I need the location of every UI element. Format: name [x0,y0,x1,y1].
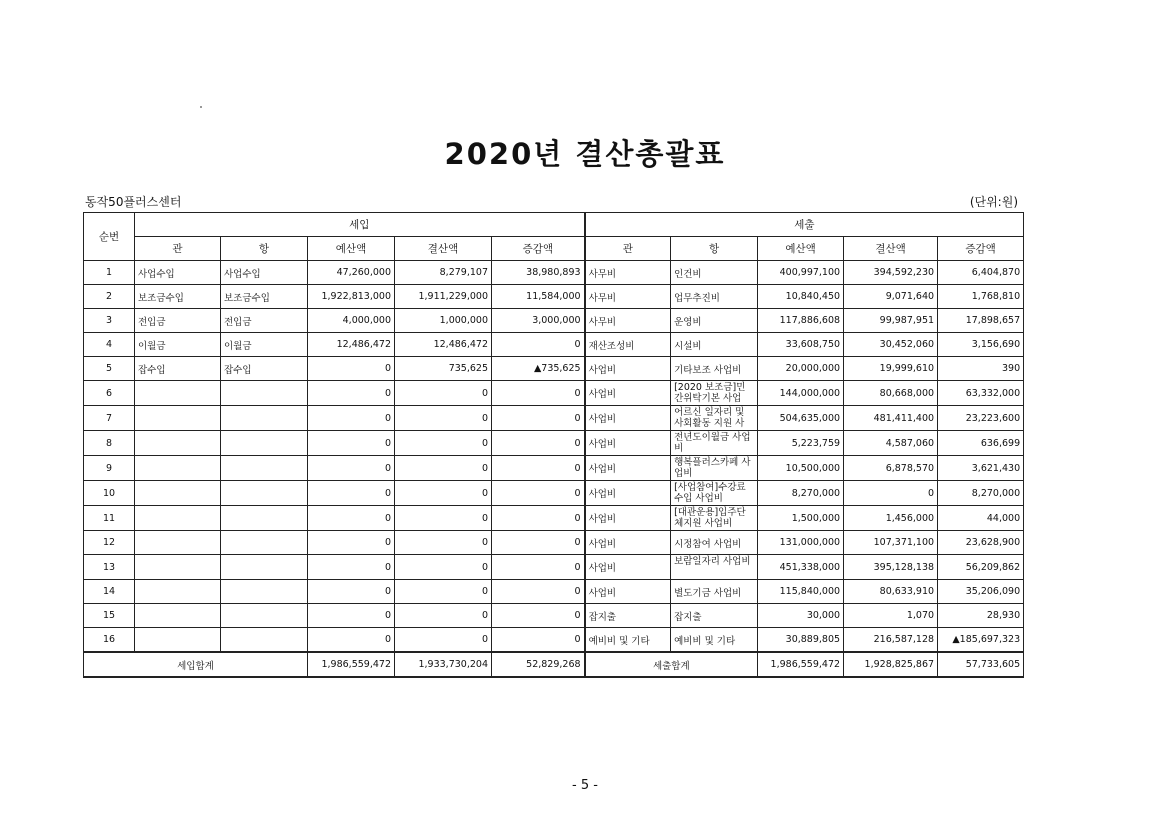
expense-hang: 인건비 [671,261,758,285]
row-number: 6 [84,381,135,406]
income-gwan: 보조금수입 [135,285,221,309]
expense-gwan: 사무비 [585,285,671,309]
expense-diff: 56,209,862 [938,555,1024,580]
income-hang [221,456,308,481]
table-row [84,285,1024,309]
income-budget: 0 [308,531,395,555]
income-gwan [135,628,221,653]
expense-settled: 395,128,138 [844,555,938,580]
income-budget: 12,486,472 [308,333,395,357]
income-gwan [135,555,221,580]
income-settled: 0 [395,456,492,481]
header-expense: 세출 [585,213,1024,237]
expense-hang: 보람일자리 사업비 [671,555,758,580]
header-row-columns [84,237,1024,261]
income-budget: 0 [308,357,395,381]
income-hang [221,431,308,456]
table-row [84,506,1024,531]
row-number: 2 [84,285,135,309]
expense-hang: 예비비 및 기타 [671,628,758,653]
header-no: 순번 [84,213,135,261]
header-in-budget: 예산액 [308,237,395,261]
income-settled: 0 [395,381,492,406]
expense-gwan: 사업비 [585,555,671,580]
expense-budget: 131,000,000 [758,531,844,555]
table-row [84,604,1024,628]
income-diff: 0 [492,555,585,580]
income-gwan: 사업수입 [135,261,221,285]
expense-gwan: 사업비 [585,406,671,431]
income-budget: 47,260,000 [308,261,395,285]
income-hang: 전입금 [221,309,308,333]
income-settled: 0 [395,580,492,604]
income-diff: 0 [492,506,585,531]
income-diff: 11,584,000 [492,285,585,309]
row-number: 11 [84,506,135,531]
income-hang [221,381,308,406]
income-budget: 0 [308,604,395,628]
header-in-settled: 결산액 [395,237,492,261]
income-total-diff: 52,829,268 [492,652,585,677]
income-gwan [135,531,221,555]
settlement-summary-table [83,212,1024,678]
expense-budget: 20,000,000 [758,357,844,381]
income-settled: 0 [395,481,492,506]
table-row [84,628,1024,653]
expense-budget: 144,000,000 [758,381,844,406]
expense-diff: 17,898,657 [938,309,1024,333]
header-in-gwan: 관 [135,237,221,261]
income-settled: 12,486,472 [395,333,492,357]
income-gwan [135,406,221,431]
expense-settled: 0 [844,481,938,506]
expense-gwan: 사업비 [585,456,671,481]
expense-diff: 1,768,810 [938,285,1024,309]
expense-gwan: 사업비 [585,481,671,506]
expense-budget: 10,840,450 [758,285,844,309]
income-gwan [135,506,221,531]
expense-gwan: 사업비 [585,357,671,381]
income-budget: 0 [308,628,395,653]
total-row [84,652,1024,677]
expense-settled: 6,878,570 [844,456,938,481]
income-gwan: 잡수입 [135,357,221,381]
table-row [84,381,1024,406]
expense-budget: 5,223,759 [758,431,844,456]
income-settled: 0 [395,431,492,456]
income-hang: 보조금수입 [221,285,308,309]
income-diff: ▲735,625 [492,357,585,381]
row-number: 16 [84,628,135,653]
income-settled: 0 [395,531,492,555]
expense-hang: 어르신 일자리 및 사회활동 지원 사 [671,406,758,431]
expense-total-budget: 1,986,559,472 [758,652,844,677]
expense-hang: 업무추진비 [671,285,758,309]
row-number: 15 [84,604,135,628]
income-diff: 0 [492,456,585,481]
expense-diff: 23,223,600 [938,406,1024,431]
row-number: 13 [84,555,135,580]
income-hang: 잡수입 [221,357,308,381]
income-diff: 0 [492,406,585,431]
header-row-group [84,213,1024,237]
expense-settled: 394,592,230 [844,261,938,285]
table-row [84,357,1024,381]
income-total-label: 세입합계 [84,652,308,677]
expense-settled: 4,587,060 [844,431,938,456]
expense-hang: 시정참여 사업비 [671,531,758,555]
table-row [84,580,1024,604]
income-hang [221,531,308,555]
header-ex-hang: 항 [671,237,758,261]
table-row [84,456,1024,481]
expense-gwan: 사업비 [585,506,671,531]
table-row [84,406,1024,431]
income-settled: 1,000,000 [395,309,492,333]
header-in-hang: 항 [221,237,308,261]
expense-total-label: 세출합계 [585,652,758,677]
income-diff: 0 [492,381,585,406]
income-diff: 3,000,000 [492,309,585,333]
expense-settled: 1,456,000 [844,506,938,531]
expense-budget: 115,840,000 [758,580,844,604]
expense-diff: 23,628,900 [938,531,1024,555]
expense-settled: 107,371,100 [844,531,938,555]
income-diff: 0 [492,531,585,555]
expense-total-diff: 57,733,605 [938,652,1024,677]
expense-settled: 216,587,128 [844,628,938,653]
income-hang [221,604,308,628]
expense-diff: 390 [938,357,1024,381]
income-total-settled: 1,933,730,204 [395,652,492,677]
income-settled: 0 [395,506,492,531]
row-number: 1 [84,261,135,285]
expense-budget: 30,000 [758,604,844,628]
expense-diff: 28,930 [938,604,1024,628]
expense-total-settled: 1,928,825,867 [844,652,938,677]
income-settled: 0 [395,555,492,580]
expense-diff: 63,332,000 [938,381,1024,406]
expense-gwan: 사업비 [585,580,671,604]
income-diff: 0 [492,431,585,456]
expense-gwan: 사업비 [585,431,671,456]
income-hang [221,506,308,531]
expense-settled: 30,452,060 [844,333,938,357]
income-settled: 0 [395,628,492,653]
income-budget: 0 [308,431,395,456]
income-gwan [135,604,221,628]
header-ex-diff: 증감액 [938,237,1024,261]
table-row [84,261,1024,285]
income-hang [221,406,308,431]
income-settled: 0 [395,406,492,431]
expense-diff: ▲185,697,323 [938,628,1024,653]
income-gwan [135,381,221,406]
expense-hang: 행복플러스카페 사업비 [671,456,758,481]
table-body [84,261,1024,653]
income-budget: 4,000,000 [308,309,395,333]
row-number: 3 [84,309,135,333]
income-hang [221,555,308,580]
organization-name: 동작50플러스센터 [85,195,182,209]
income-gwan [135,580,221,604]
income-budget: 0 [308,481,395,506]
income-budget: 1,922,813,000 [308,285,395,309]
expense-diff: 8,270,000 [938,481,1024,506]
table-row [84,431,1024,456]
expense-settled: 9,071,640 [844,285,938,309]
expense-budget: 10,500,000 [758,456,844,481]
expense-hang: 기타보조 사업비 [671,357,758,381]
income-total-budget: 1,986,559,472 [308,652,395,677]
header-income: 세입 [135,213,585,237]
income-budget: 0 [308,555,395,580]
income-budget: 0 [308,381,395,406]
scan-speck [200,106,202,108]
expense-hang: [대관운용]입주단체지원 사업비 [671,506,758,531]
table-row [84,333,1024,357]
row-number: 4 [84,333,135,357]
row-number: 8 [84,431,135,456]
income-gwan [135,456,221,481]
income-hang: 이월금 [221,333,308,357]
table-row [84,309,1024,333]
expense-hang: 별도기금 사업비 [671,580,758,604]
expense-hang: 잡지출 [671,604,758,628]
document-title: 2020년 결산총괄표 [444,137,726,171]
row-number: 12 [84,531,135,555]
expense-gwan: 재산조성비 [585,333,671,357]
expense-settled: 80,668,000 [844,381,938,406]
expense-diff: 6,404,870 [938,261,1024,285]
expense-budget: 1,500,000 [758,506,844,531]
income-diff: 0 [492,628,585,653]
income-diff: 0 [492,481,585,506]
expense-diff: 636,699 [938,431,1024,456]
header-ex-budget: 예산액 [758,237,844,261]
expense-hang: [2020 보조금]민간위탁기본 사업 [671,381,758,406]
income-gwan: 전입금 [135,309,221,333]
expense-hang: 전년도이월금 사업비 [671,431,758,456]
income-gwan: 이월금 [135,333,221,357]
expense-settled: 99,987,951 [844,309,938,333]
income-gwan [135,431,221,456]
expense-settled: 1,070 [844,604,938,628]
income-diff: 0 [492,333,585,357]
expense-hang: [사업참여]수강료수입 사업비 [671,481,758,506]
page-number: - 5 - [572,778,598,793]
income-gwan [135,481,221,506]
expense-budget: 451,338,000 [758,555,844,580]
expense-hang: 시설비 [671,333,758,357]
expense-diff: 3,156,690 [938,333,1024,357]
income-hang [221,580,308,604]
income-hang [221,628,308,653]
table-row [84,481,1024,506]
income-settled: 735,625 [395,357,492,381]
row-number: 10 [84,481,135,506]
expense-budget: 30,889,805 [758,628,844,653]
row-number: 5 [84,357,135,381]
unit-label: (단위:원) [969,195,1018,209]
expense-gwan: 사무비 [585,261,671,285]
expense-settled: 80,633,910 [844,580,938,604]
income-settled: 1,911,229,000 [395,285,492,309]
row-number: 9 [84,456,135,481]
expense-gwan: 사업비 [585,531,671,555]
header-ex-settled: 결산액 [844,237,938,261]
income-budget: 0 [308,456,395,481]
income-budget: 0 [308,580,395,604]
expense-diff: 35,206,090 [938,580,1024,604]
table-row [84,555,1024,580]
expense-diff: 3,621,430 [938,456,1024,481]
header-in-diff: 증감액 [492,237,585,261]
income-hang: 사업수입 [221,261,308,285]
expense-budget: 117,886,608 [758,309,844,333]
row-number: 14 [84,580,135,604]
expense-budget: 400,997,100 [758,261,844,285]
expense-gwan: 사업비 [585,381,671,406]
income-settled: 0 [395,604,492,628]
expense-settled: 481,411,400 [844,406,938,431]
expense-diff: 44,000 [938,506,1024,531]
expense-gwan: 사무비 [585,309,671,333]
income-hang [221,481,308,506]
income-diff: 38,980,893 [492,261,585,285]
expense-budget: 504,635,000 [758,406,844,431]
income-settled: 8,279,107 [395,261,492,285]
row-number: 7 [84,406,135,431]
income-budget: 0 [308,506,395,531]
table-row [84,531,1024,555]
expense-gwan: 예비비 및 기타 [585,628,671,653]
income-diff: 0 [492,580,585,604]
income-diff: 0 [492,604,585,628]
expense-budget: 33,608,750 [758,333,844,357]
income-budget: 0 [308,406,395,431]
expense-settled: 19,999,610 [844,357,938,381]
expense-gwan: 잡지출 [585,604,671,628]
expense-budget: 8,270,000 [758,481,844,506]
header-ex-gwan: 관 [585,237,671,261]
expense-hang: 운영비 [671,309,758,333]
